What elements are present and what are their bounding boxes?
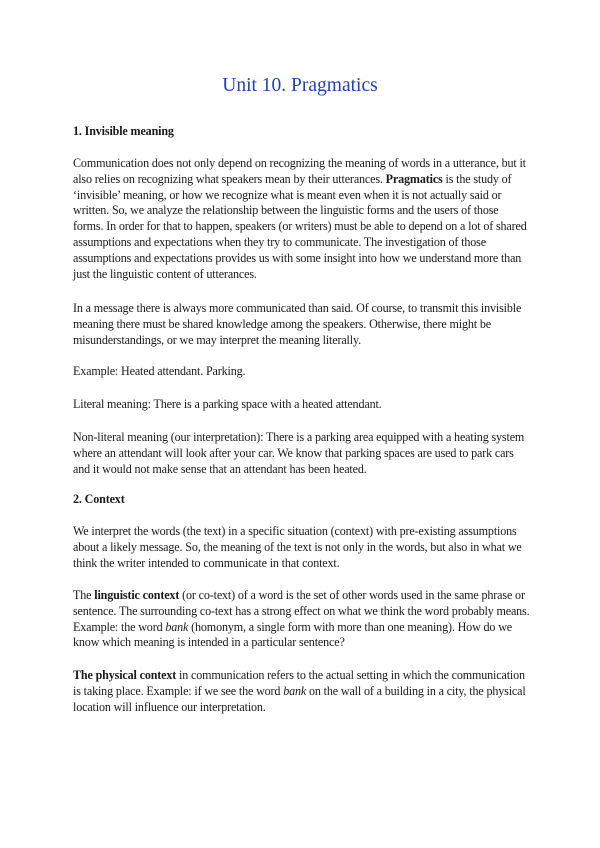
paragraph-context-intro bbox=[73, 524, 531, 571]
nonliteral-meaning-paragraph bbox=[73, 430, 531, 477]
paragraph-linguistic-context bbox=[73, 588, 531, 651]
paragraph-text-segment: is the study of ‘invisible’ meaning, or how we recognize what is meant even when it is not actually said or written. So, we analyze the relationship between the linguistic forms and the users of those forms. In order for that to happen, speakers (or writers) must be able to depend on a lot of shared assumptions and expectations when they try to communicate. The investigation of those assumptions and expectations provides us with some insight into how we understand more than just the linguistic content of utterances. bbox=[73, 171, 527, 281]
paragraph-pragmatics-definition bbox=[73, 156, 531, 282]
term-bank: bank bbox=[283, 683, 307, 698]
paragraph-text-segment: (homonym, a single form with more than one meaning). How do we know which meaning is intended in a particular sentence? bbox=[73, 619, 512, 650]
paragraph-text-segment: The bbox=[73, 588, 95, 602]
paragraph-text bbox=[73, 668, 531, 715]
paragraph-text bbox=[73, 156, 531, 282]
term-bank: bank bbox=[165, 619, 189, 634]
section-heading-context: 2. Context bbox=[73, 492, 125, 506]
term-linguistic-context: linguistic context bbox=[94, 588, 180, 602]
paragraph-text: We interpret the words (the text) in a specific situation (context) with pre-existing assumptions about a likely message. So, the meaning of the text is not only in the words, but also in what we think the writer intended to communicate in that context. bbox=[73, 524, 522, 570]
paragraph-invisible-meaning bbox=[73, 301, 531, 348]
term-physical-context: The physical context bbox=[73, 668, 177, 682]
paragraph-text-segment: in communication refers to the actual setting in which the communication is taking place. Example: if we see the word bbox=[73, 668, 525, 698]
page-title: Unit 10. Pragmatics bbox=[222, 75, 378, 96]
example-text: Example: Heated attendant. Parking. bbox=[73, 364, 246, 378]
paragraph-text-segment: (or co-text) of a word is the set of other words used in the same phrase or sentence. The surrounding co-text has a strong effect on what we think the word probably means. Example: the word bbox=[73, 588, 530, 634]
literal-meaning-line bbox=[73, 397, 531, 413]
example-line bbox=[73, 364, 531, 380]
section-1-heading-block bbox=[73, 124, 531, 140]
literal-meaning-text: Literal meaning: There is a parking space with a heated attendant. bbox=[73, 397, 382, 411]
term-pragmatics: Pragmatics bbox=[385, 171, 443, 186]
paragraph-text bbox=[73, 588, 531, 651]
section-2-heading-block bbox=[73, 492, 531, 508]
section-heading-invisible-meaning: 1. Invisible meaning bbox=[73, 124, 174, 138]
paragraph-text: In a message there is always more communicated than said. Of course, to transmit this invisible meaning there must be shared knowledge among the speakers. Otherwise, there might be misunderstandings, or we may interpret the meaning literally. bbox=[73, 301, 522, 347]
nonliteral-meaning-text: Non-literal meaning (our interpretation): There is a parking area equipped with a heating system where an attendant will look after your car. We know that parking spaces are used to park cars and it would not make sense that an attendant has been heated. bbox=[73, 430, 525, 476]
paragraph-physical-context bbox=[73, 668, 531, 715]
paragraph-text-segment: Communication does not only depend on recognizing the meaning of words in a utterance, but it also relies on recognizing what speakers mean by their utterances. bbox=[73, 156, 526, 186]
paragraph-text-segment: on the wall of a building in a city, the physical location will influence our interpretation. bbox=[73, 683, 526, 714]
